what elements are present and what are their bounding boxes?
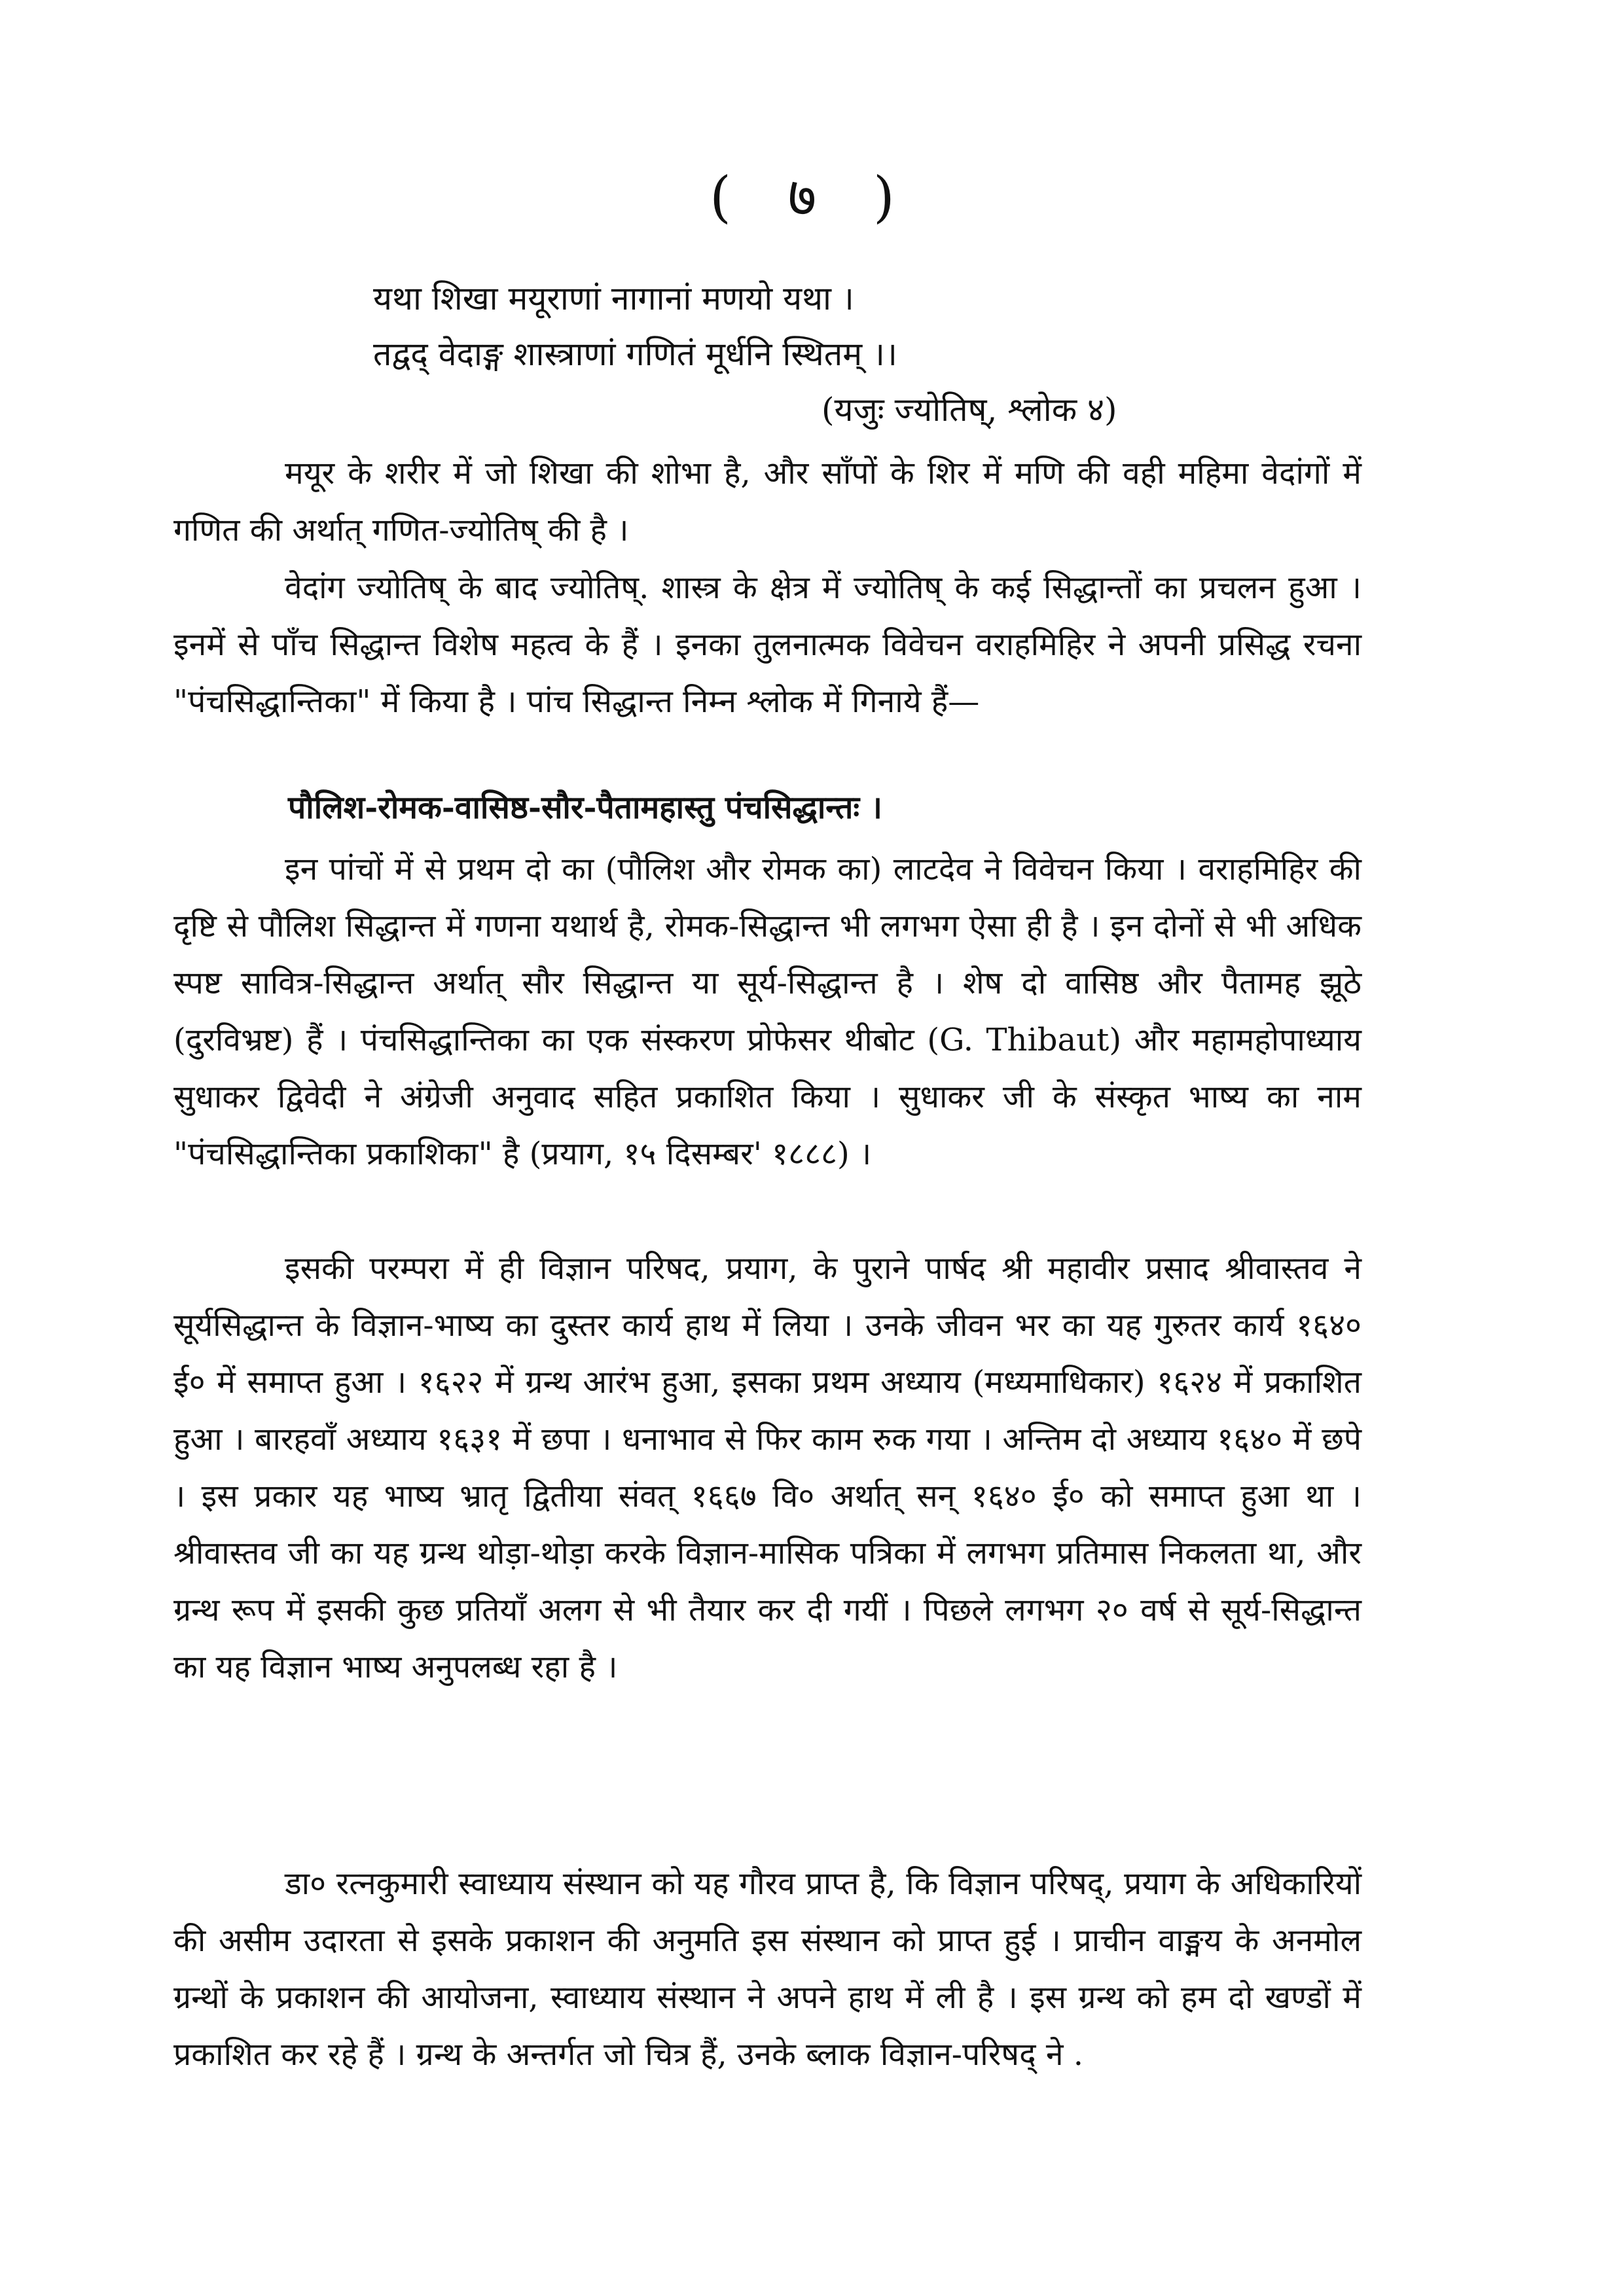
verse-source: (यजुः ज्योतिष्, श्लोक ४) (821, 391, 1117, 429)
verse-line-2: तद्वद् वेदाङ्ग शास्त्राणां गणितं मूर्धनि स्थितम् ।। (373, 335, 897, 373)
siddhanta-list-verse: पौलिश-रोमक-वासिष्ठ-सौर-पैतामहास्तु पंचसिद्धान्तः । (288, 789, 882, 826)
paragraph-1: मयूर के शरीर में जो शिखा की शोभा है, और साँपों के शिर में मणि की वही महिमा वेदांगों में गणित की अर्थात् गणित-ज्योतिष् की है । (173, 455, 1362, 548)
verse-line-1: यथा शिखा मयूराणां नागानां मणयो यथा । (373, 279, 854, 317)
paragraph-3: इन पांचों में से प्रथम दो का (पौलिश और रोमक का) लाटदेव ने विवेचन किया । वराहमिहिर की दृष्टि से पौलिश सिद्धान्त में गणना यथार्थ है, रोमक-सिद्धान्त भी लगभग ऐसा ही है । इन दोनों से भी अधिक स्पष्ट सावित्र-सिद्धान्त अर्थात् सौर सिद्धान्त या सूर्य-सिद्धान्त है । शेष दो वासिष्ठ और पैतामह झूठे (दुरविभ्रष्ट) हैं । पंचसिद्धान्तिका का एक संस्करण प्रोफेसर थीबोट (G. Thibaut) और महामहोपाध्याय सुधाकर द्विवेदी ने अंग्रेजी अनुवाद सहित प्रकाशित किया । सुधाकर जी के संस्कृत भाष्य का नाम "पंचसिद्धान्तिका प्रकाशिका" है (प्रयाग, १५ दिसम्बर' १८८८) । (173, 851, 1362, 1172)
paragraph-2: वेदांग ज्योतिष् के बाद ज्योतिष्. शास्त्र के क्षेत्र में ज्योतिष् के कई सिद्धान्तों का प्रचलन हुआ । इनमें से पाँच सिद्धान्त विशेष महत्व के हैं । इनका तुलनात्मक विवेचन वराहमिहिर ने अपनी प्रसिद्ध रचना "पंचसिद्धान्तिका" में किया है । पांच सिद्धान्त निम्न श्लोक में गिनाये हैं— (173, 569, 1362, 720)
paragraph-5: डा० रत्नकुमारी स्वाध्याय संस्थान को यह गौरव प्राप्त है, कि विज्ञान परिषद्, प्रयाग के अधिकारियों की असीम उदारता से इसके प्रकाशन की अनुमति इस संस्थान को प्राप्त हुई । प्राचीन वाङ्मय के अनमोल ग्रन्थों के प्रकाशन की आयोजना, स्वाध्याय संस्थान ने अपने हाथ में ली है । इस ग्रन्थ को हम दो खण्डों में प्रकाशित कर रहे हैं । ग्रन्थ के अन्तर्गत जो चित्र हैं, उनके ब्लाक विज्ञान-परिषद् ने . (173, 1865, 1362, 2073)
paragraph-4: इसकी परम्परा में ही विज्ञान परिषद, प्रयाग, के पुराने पार्षद श्री महावीर प्रसाद श्रीवास्तव ने सूर्यसिद्धान्त के विज्ञान-भाष्य का दुस्तर कार्य हाथ में लिया । उनके जीवन भर का यह गुरुतर कार्य १६४० ई० में समाप्त हुआ । १६२२ में ग्रन्थ आरंभ हुआ, इसका प्रथम अध्याय (मध्यमाधिकार) १६२४ में प्रकाशित हुआ । बारहवाँ अध्याय १६३१ में छपा । धनाभाव से फिर काम रुक गया । अन्तिम दो अध्याय १६४० में छपे । इस प्रकार यह भाष्य भ्रातृ द्वितीया संवत् १६६७ वि० अर्थात् सन् १६४० ई० को समाप्त हुआ था । श्रीवास्तव जी का यह ग्रन्थ थोड़ा-थोड़ा करके विज्ञान-मासिक पत्रिका में लगभग प्रतिमास निकलता था, और ग्रन्थ रूप में इसकी कुछ प्रतियाँ अलग से भी तैयार कर दी गयीं । पिछले लगभग २० वर्ष से सूर्य-सिद्धान्त का यह विज्ञान भाष्य अनुपलब्ध रहा है । (173, 1250, 1362, 1685)
page-number: ( ७ ) (710, 165, 914, 229)
